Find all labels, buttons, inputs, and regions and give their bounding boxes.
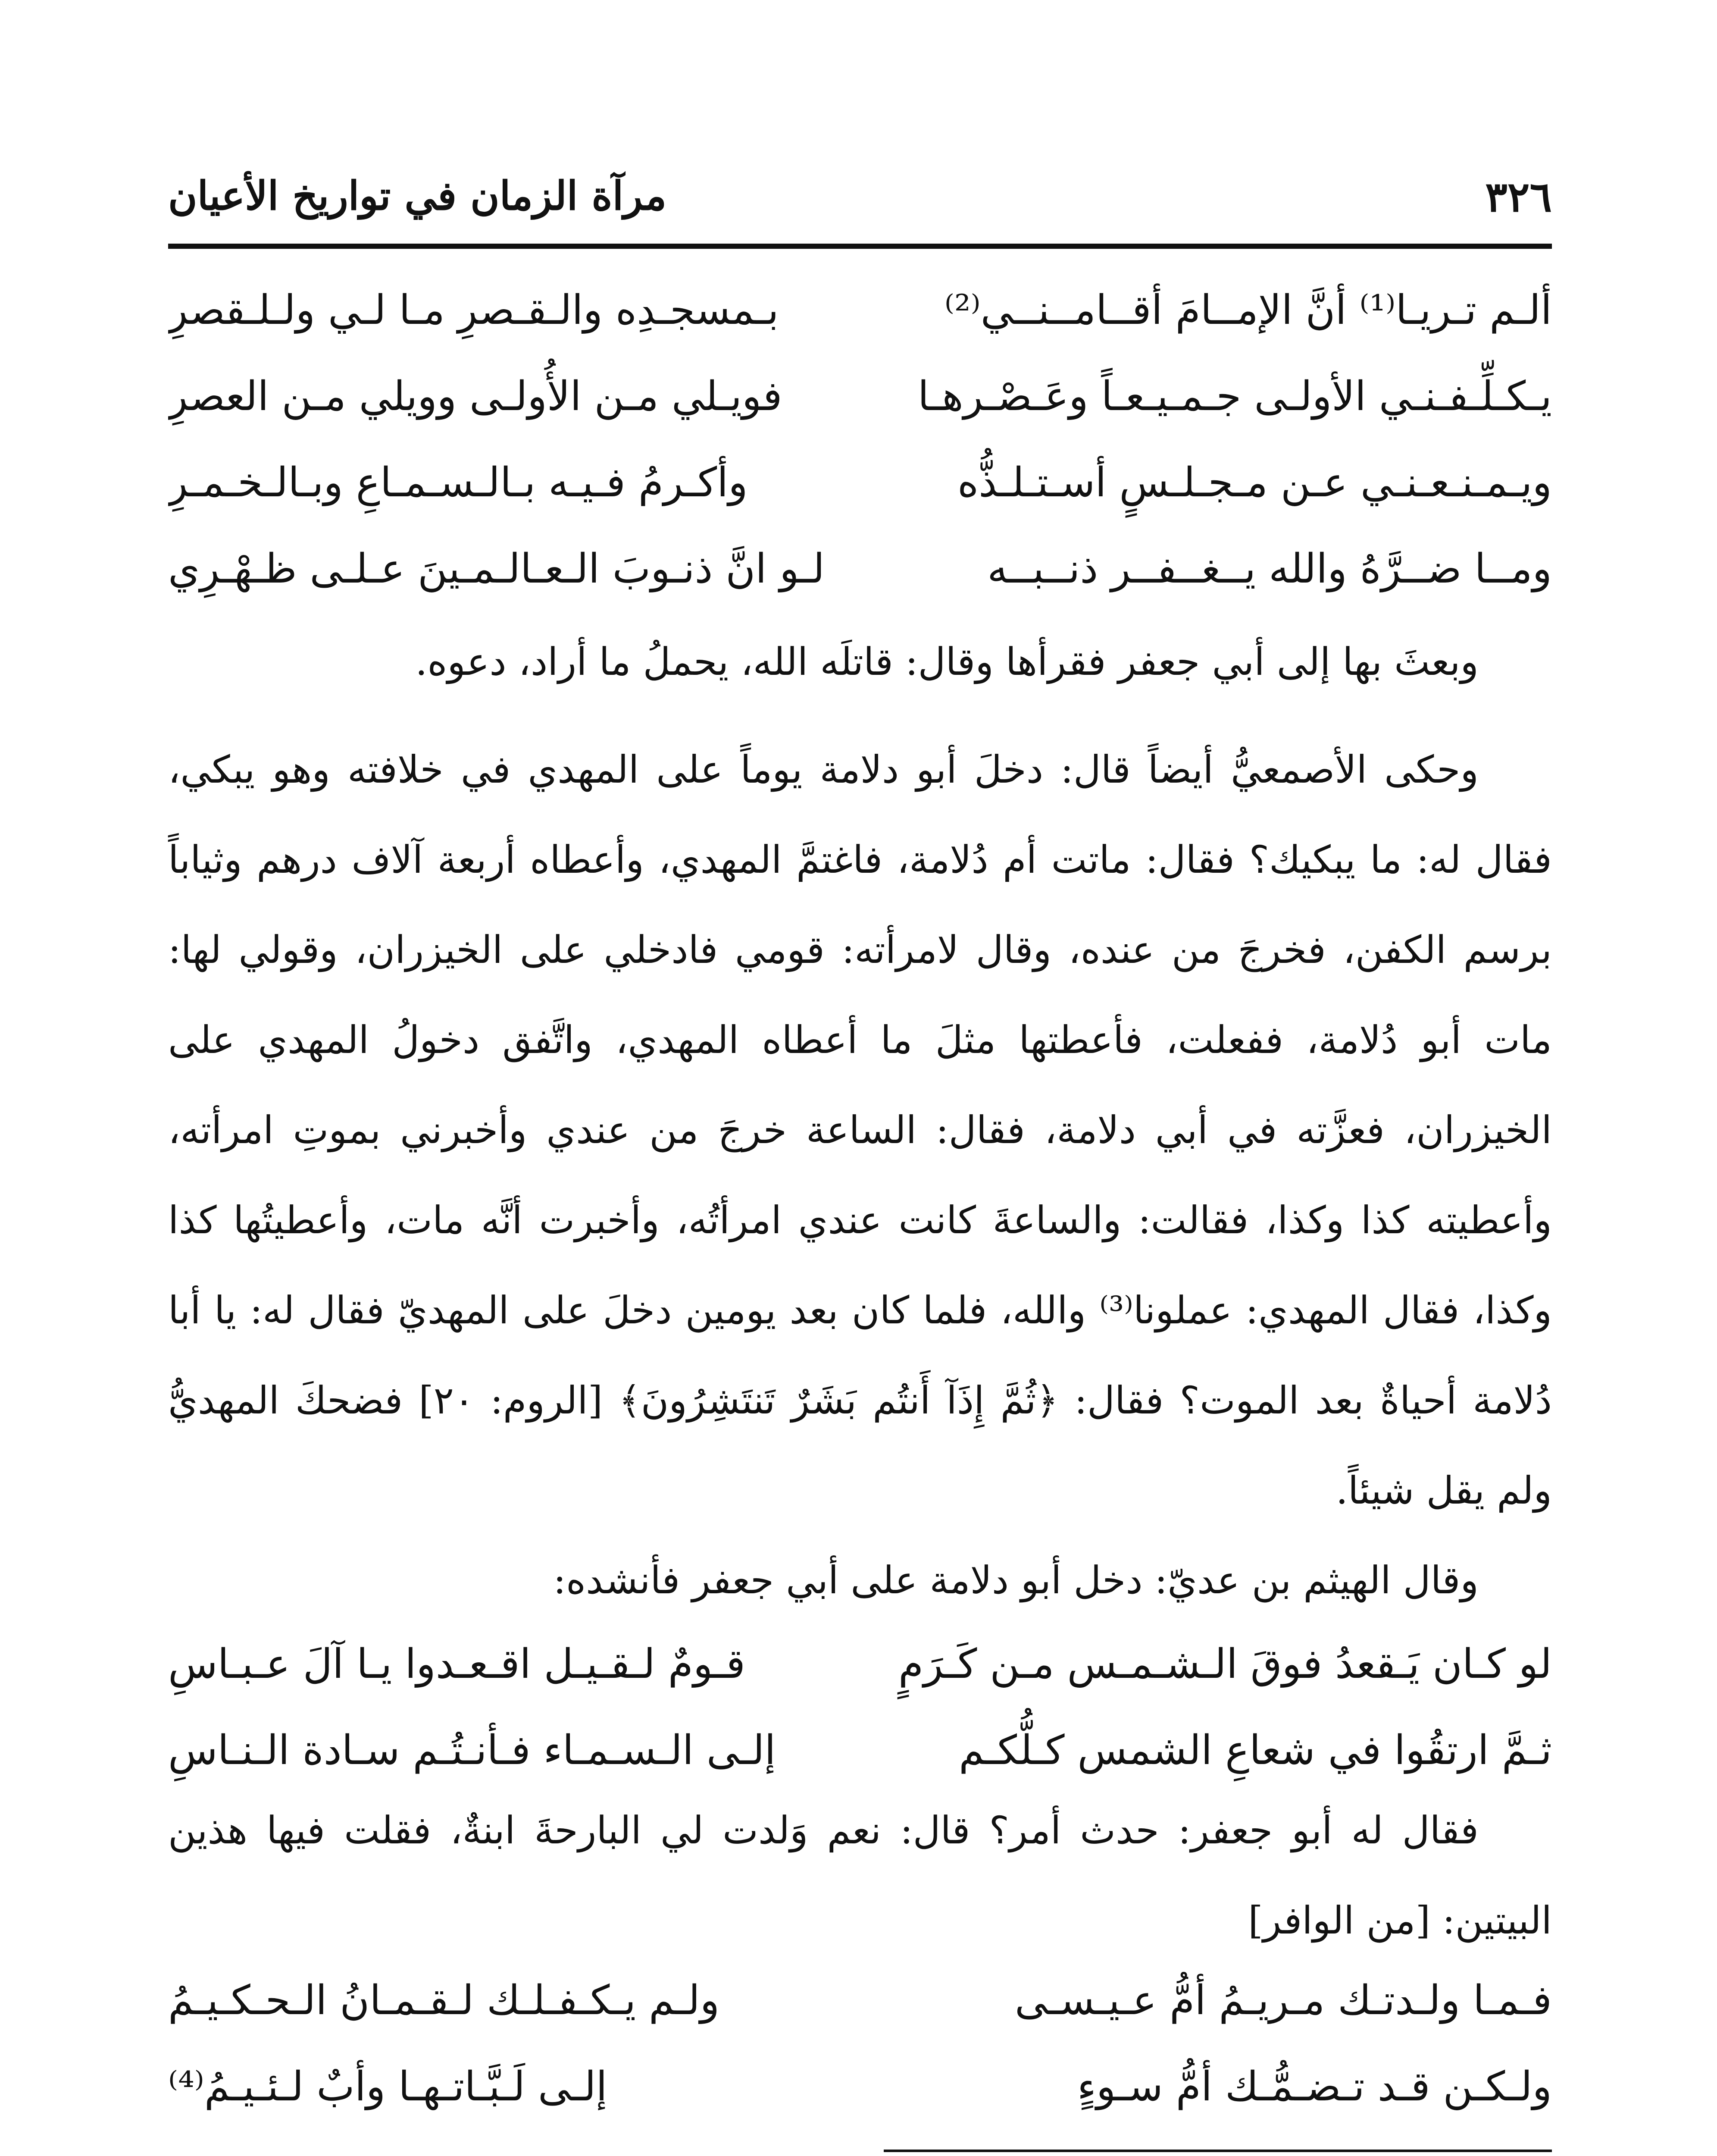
second-hemistich: وأكـرمُ فـيـه بـالـسـمـاعِ وبـالـخـمـرِ xyxy=(168,459,748,506)
verse-line xyxy=(168,526,1552,612)
verse-line xyxy=(168,1708,1552,1794)
first-hemistich: فـمـا ولـدتـك مـريـمُ أمُّ عـيـسـى xyxy=(1015,1977,1552,2024)
first-hemistich: ومــا ضــرَّهُ والله يــغــفــر ذنــبــه xyxy=(987,545,1552,592)
prose-block-2 xyxy=(168,724,1552,1536)
footnote-rule xyxy=(884,2150,1552,2152)
running-title: مرآة الزمان في تواريخ الأعيان xyxy=(168,172,667,219)
prose-block-3 xyxy=(168,1535,1552,1625)
prose-block-4 xyxy=(168,1785,1552,1965)
verse-line xyxy=(168,2044,1552,2130)
running-header xyxy=(168,172,1552,224)
second-hemistich: إلـى لَـبَّـاتـهـا وأبٌ لـئـيـمُ⁽⁴⁾ xyxy=(168,2063,607,2110)
paragraph: وحكى الأصمعيُّ أيضاً قال: دخلَ أبو دلامة يوماً على المهدي في خلافته وهو يبكي، فقال له: ما يبكيك؟ فقال: ماتت أم دُلامة، فاغتمَّ المهدي، وأعطاه أربعة آلاف درهم وثياباً برسم الكفن، فخرجَ من عنده، وقال لامرأته: قومي فادخلي على الخيزران، وقولي لها: مات أبو دُلامة، ففعلت، فأعطتها مثلَ ما أعطاه المهدي، واتَّفق دخولُ المهدي على الخيزران، فعزَّته في أبي دلامة، فقال: الساعة خرجَ من عندي وأخبرني بموتِ امرأته، وأعطيته كذا وكذا، فقالت: والساعةَ كانت عندي امرأتُه، وأخبرت أنَّه مات، وأعطيتُها كذا وكذا، فقال المهدي: عملونا⁽³⁾ والله، فلما كان بعد يومين دخلَ على المهديّ فقال له: يا أبا دُلامة أحياةٌ بعد الموت؟ فقال: ﴿ثُمَّ إِذَآ أَنتُم بَشَرٌ تَنتَشِرُونَ﴾ [الروم: ٢٠] فضحكَ المهديُّ ولم يقل شيئاً. xyxy=(168,747,1552,1513)
second-hemistich: فويـلي مـن الأُولـى وويلي مـن العصرِ xyxy=(168,373,782,420)
second-hemistich: ولـم يـكـفـلـك لـقـمـانُ الـحـكـيـمُ xyxy=(168,1977,720,2024)
second-hemistich: إلـى الـسـمـاء فـأنـتُـم سـادة الـنـاسِ xyxy=(168,1727,776,1774)
verse-line xyxy=(168,354,1552,440)
verse-line xyxy=(168,267,1552,354)
first-hemistich: ثـمَّ ارتقُوا في شعاعِ الشمس كـلُّكـم xyxy=(959,1727,1552,1774)
paragraph: فقال له أبو جعفر: حدث أمر؟ قال: نعم وَلدت لي البارحةَ ابنةٌ، فقلت فيها هذين البيتين: [من الوافر] xyxy=(168,1808,1552,1943)
verse-line xyxy=(168,1958,1552,2044)
verse-line xyxy=(168,1621,1552,1708)
poem-3 xyxy=(168,1958,1552,2130)
verse-line xyxy=(168,440,1552,526)
first-hemistich: ويـمـنـعـنـي عـن مـجـلـسٍ أسـتـلـذُّه xyxy=(957,459,1552,506)
paragraph: وبعثَ بها إلى أبي جعفر فقرأها وقال: قاتلَه الله، يحملُ ما أراد، دعوه. xyxy=(415,639,1479,684)
first-hemistich: ألـم تـريـا⁽¹⁾ أنَّ الإمــامَ أقــامــنــي⁽²⁾ xyxy=(944,287,1552,334)
prose-block-1 xyxy=(168,617,1552,707)
second-hemistich: قـومٌ لـقـيـل اقـعـدوا يـا آلَ عـبـاسِ xyxy=(168,1641,745,1688)
second-hemistich: بـمسجـدِه والـقـصرِ مـا لـي ولـلـقصرِ xyxy=(168,287,779,334)
paragraph: وقال الهيثم بن عديّ: دخل أبو دلامة على أبي جعفر فأنشده: xyxy=(553,1558,1479,1602)
poem-1 xyxy=(168,267,1552,612)
first-hemistich: يـكـلِّـفـنـي الأولـى جـمـيـعـاً وعَـصْـرهـا xyxy=(917,373,1552,420)
page-number: ٣٢٦ xyxy=(1485,172,1552,221)
poem-2 xyxy=(168,1621,1552,1794)
second-hemistich: لـو انَّ ذنـوبَ الـعـالـمـينَ عـلـى ظـهْـرِي xyxy=(168,545,825,592)
first-hemistich: ولـكـن قـد تـضـمُّـك أمُّ سـوءٍ xyxy=(1077,2063,1552,2110)
first-hemistich: لو كـان يَـقعدُ فوقَ الـشـمـس مـن كَـرَمٍ xyxy=(898,1641,1552,1688)
header-rule xyxy=(168,244,1552,249)
